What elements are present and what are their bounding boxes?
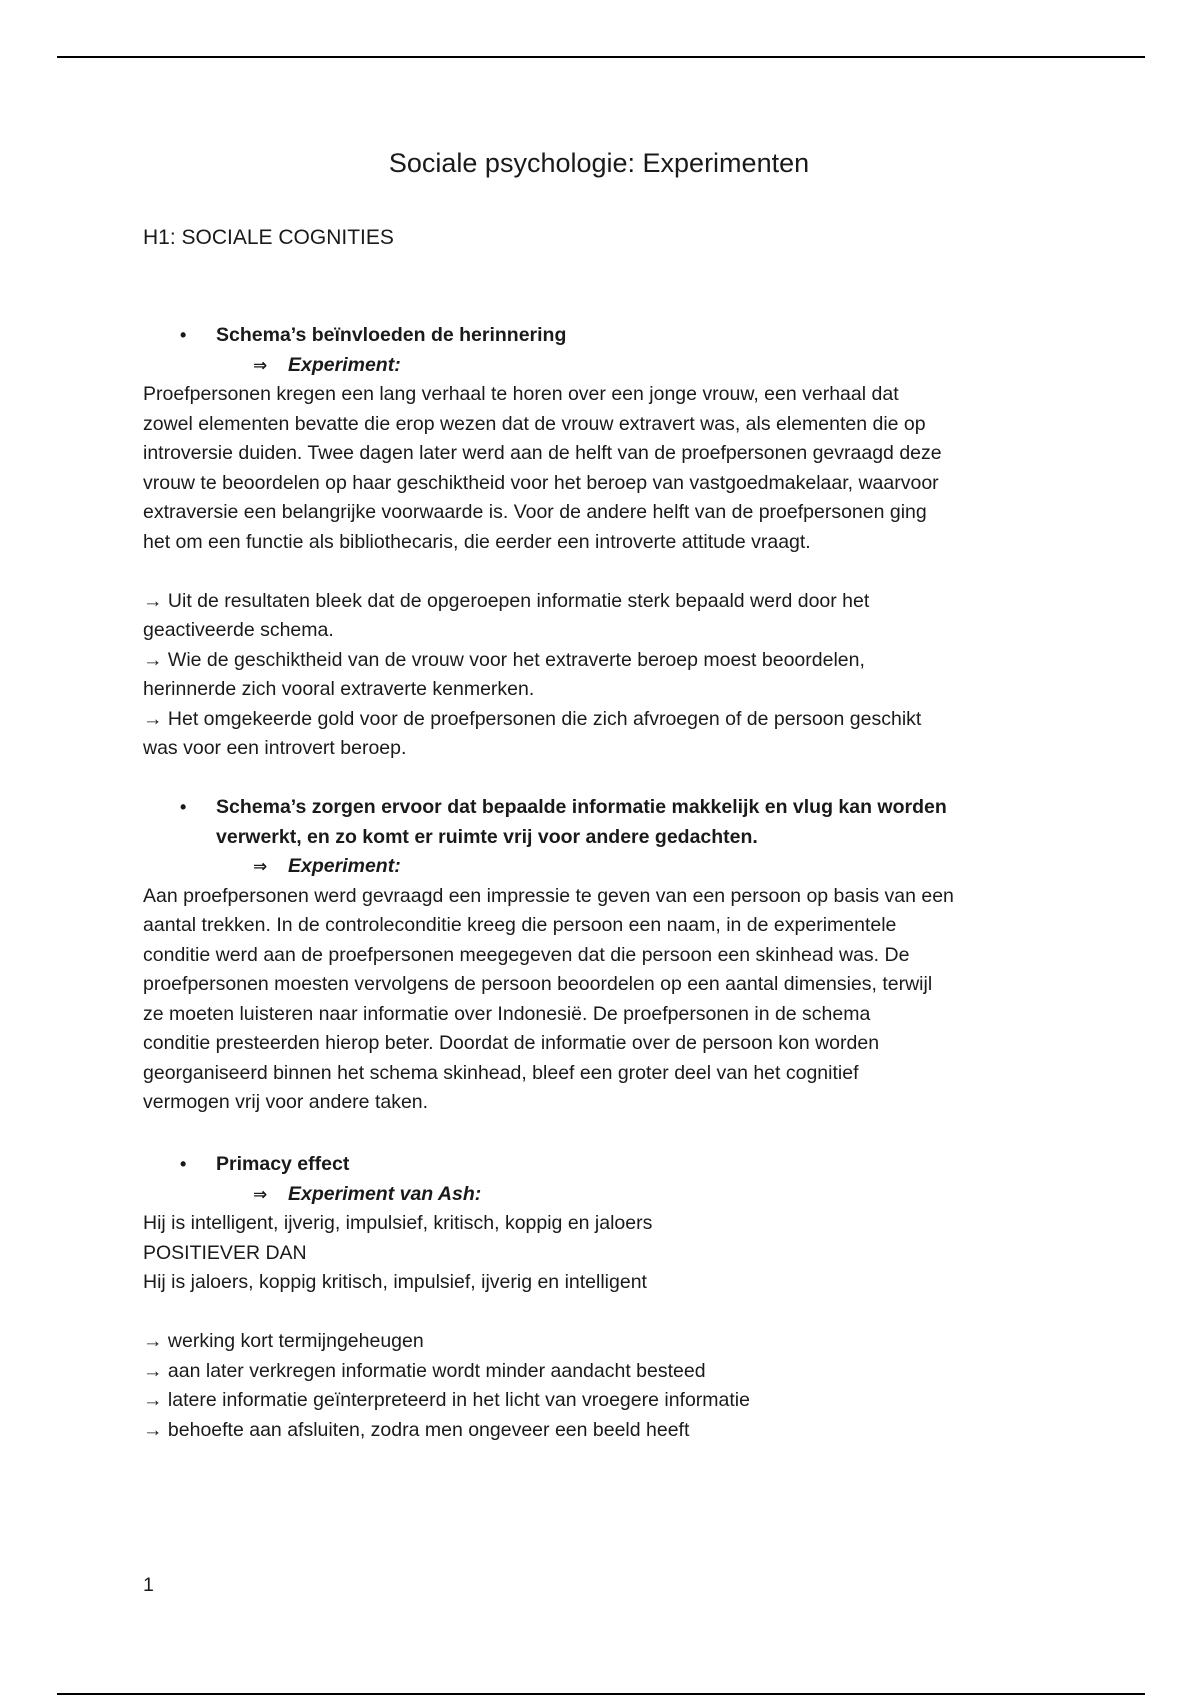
section-heading bbox=[143, 321, 1073, 351]
bullet-icon: • bbox=[180, 797, 187, 817]
paragraph-line: Aan proefpersonen werd gevraagd een impressie te geven van een persoon op basis van een bbox=[143, 884, 954, 907]
experiment-paragraph bbox=[143, 1209, 1073, 1298]
paragraph-line: conditie werd aan de proefpersonen meegegeven dat die persoon een skinhead was. De bbox=[143, 943, 910, 966]
experiment-paragraph bbox=[143, 380, 1073, 557]
result-line: was voor een introvert beroep. bbox=[143, 737, 407, 759]
heading-line: verwerkt, en zo komt er ruimte vrij voor andere gedachten. bbox=[216, 825, 758, 848]
result-line: → behoefte aan afsluiten, zodra men ongeveer een beeld heeft bbox=[143, 1418, 690, 1441]
result-line: geactiveerde schema. bbox=[143, 619, 334, 641]
implies-arrow-icon: ⇒ bbox=[253, 857, 268, 876]
result-line: → Uit de resultaten bleek dat de opgeroepen informatie sterk bepaald werd door het bbox=[143, 589, 870, 612]
paragraph-line: het om een functie als bibliothecaris, die eerder een introverte attitude vraagt. bbox=[143, 530, 811, 553]
paragraph-line: proefpersonen moesten vervolgens de persoon beoordelen op een aantal dimensies, terwijl bbox=[143, 973, 933, 995]
paragraph-line: introversie duiden. Twee dagen later werd aan de helft van de proefpersonen gevraagd deze bbox=[143, 442, 942, 464]
paragraph-line: POSITIEVER DAN bbox=[143, 1241, 307, 1264]
section-heading bbox=[143, 793, 1073, 852]
footer-rule bbox=[57, 1693, 1145, 1695]
paragraph-line: ze moeten luisteren naar informatie over Indonesië. De proefpersonen in de schema bbox=[143, 1002, 871, 1025]
experiment-label: Experiment: bbox=[288, 855, 401, 877]
implies-arrow-icon: ⇒ bbox=[253, 355, 268, 375]
paragraph-line: extraversie een belangrijke voorwaarde is. Voor de andere helft van de proefpersonen ging bbox=[143, 501, 927, 523]
paragraph-line: georganiseerd binnen het schema skinhead, bleef een groter deel van het cognitief bbox=[143, 1061, 859, 1084]
paragraph-line: Proefpersonen kregen een lang verhaal te horen over een jonge vrouw, een verhaal dat bbox=[143, 383, 899, 405]
chapter-heading: H1: SOCIALE COGNITIES bbox=[143, 226, 394, 249]
section-primacy-effect bbox=[143, 1150, 1073, 1445]
result-line: → aan later verkregen informatie wordt minder aandacht besteed bbox=[143, 1359, 706, 1382]
experiment-label-row bbox=[143, 852, 1073, 882]
paragraph-line: aantal trekken. In de controleconditie kreeg die persoon een naam, in de experimentele bbox=[143, 914, 897, 936]
heading-line: Primacy effect bbox=[216, 1153, 350, 1175]
section-schema-processing bbox=[143, 793, 1073, 1118]
result-line: → Wie de geschiktheid van de vrouw voor het extraverte beroep moest beoordelen, bbox=[143, 648, 865, 671]
spacer bbox=[143, 557, 1073, 587]
paragraph-line: Hij is jaloers, koppig kritisch, impulsief, ijverig en intelligent bbox=[143, 1271, 647, 1293]
heading-line: Schema’s beïnvloeden de herinnering bbox=[216, 324, 567, 346]
spacer bbox=[143, 1298, 1073, 1328]
paragraph-line: vrouw te beoordelen op haar geschiktheid voor het beroep van vastgoedmakelaar, waarvoor bbox=[143, 471, 939, 494]
section-schema-memory bbox=[143, 321, 1073, 764]
result-line: → werking kort termijngeheugen bbox=[143, 1330, 424, 1352]
results-list bbox=[143, 587, 1073, 764]
experiment-paragraph bbox=[143, 882, 1073, 1118]
results-list bbox=[143, 1327, 1073, 1445]
result-line: → latere informatie geïnterpreteerd in het licht van vroegere informatie bbox=[143, 1389, 750, 1411]
result-line: herinnerde zich vooral extraverte kenmerken. bbox=[143, 678, 535, 700]
heading-line: Schema’s zorgen ervoor dat bepaalde informatie makkelijk en vlug kan worden bbox=[216, 796, 947, 818]
experiment-label-row bbox=[143, 1180, 1073, 1210]
bullet-icon: • bbox=[180, 325, 187, 345]
paragraph-line: conditie presteerden hierop beter. Doordat de informatie over de persoon kon worden bbox=[143, 1032, 880, 1054]
experiment-label: Experiment van Ash: bbox=[288, 1182, 482, 1205]
experiment-label-row bbox=[143, 351, 1073, 381]
section-heading bbox=[143, 1150, 1073, 1180]
paragraph-line: Hij is intelligent, ijverig, impulsief, kritisch, koppig en jaloers bbox=[143, 1212, 653, 1234]
paragraph-line: zowel elementen bevatte die erop wezen dat de vrouw extravert was, als elementen die op bbox=[143, 412, 926, 435]
header-rule bbox=[57, 56, 1145, 58]
bullet-icon: • bbox=[180, 1154, 187, 1174]
experiment-label: Experiment: bbox=[288, 353, 401, 376]
result-line: → Het omgekeerde gold voor de proefpersonen die zich afvroegen of de persoon geschikt bbox=[143, 707, 922, 730]
paragraph-line: vermogen vrij voor andere taken. bbox=[143, 1091, 429, 1113]
page-number: 1 bbox=[143, 1574, 154, 1596]
implies-arrow-icon: ⇒ bbox=[253, 1184, 268, 1204]
document-title: Sociale psychologie: Experimenten bbox=[388, 148, 810, 178]
